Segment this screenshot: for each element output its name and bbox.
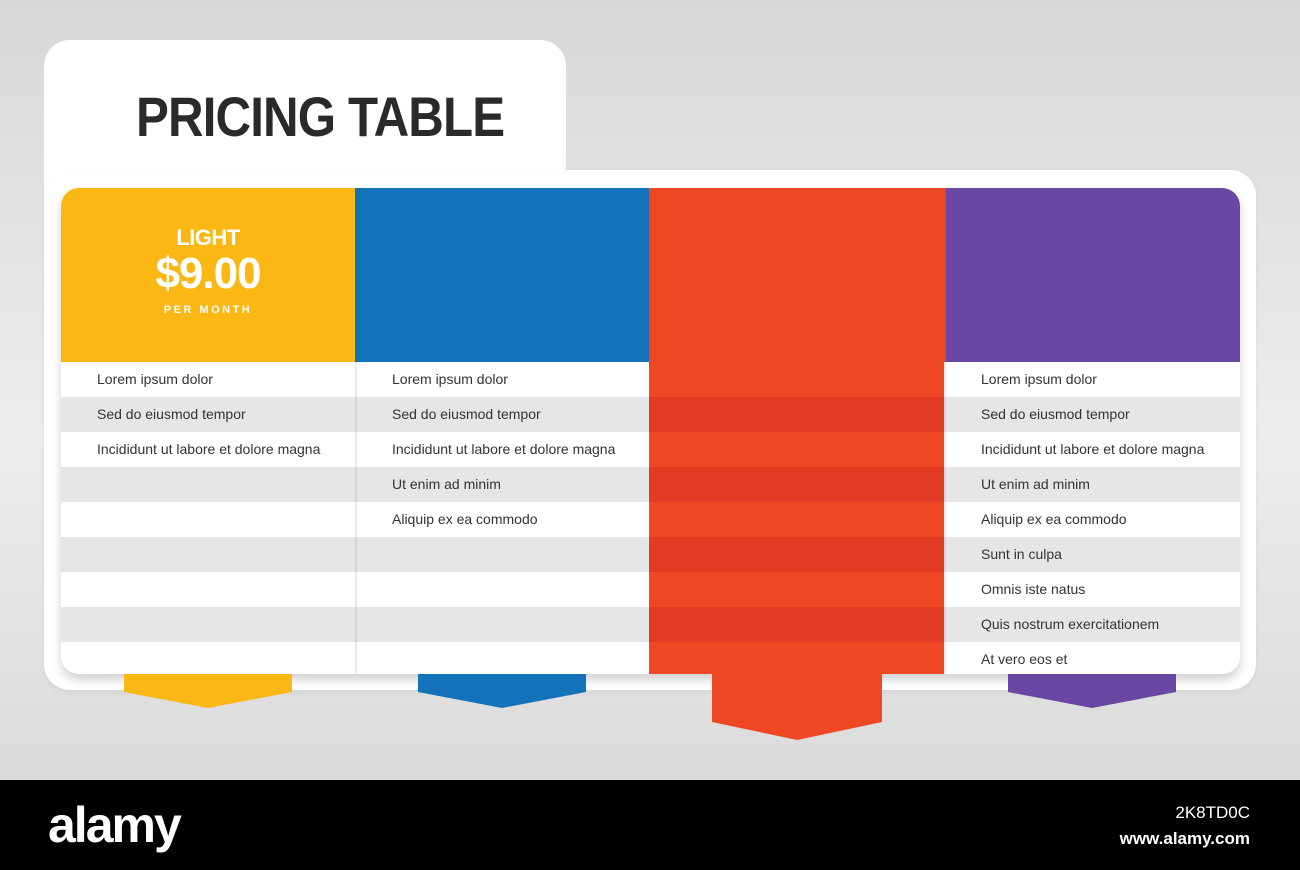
plan-name: LIGHT	[176, 225, 240, 250]
premium-row	[649, 607, 944, 642]
feature-item: Ut enim ad minim	[392, 476, 501, 492]
page-title: PRICING TABLE	[136, 85, 505, 148]
plan-header-standard	[355, 188, 649, 362]
feature-item: Sunt in culpa	[981, 546, 1062, 562]
feature-item: Aliquip ex ea commodo	[392, 511, 538, 527]
site-url: www.alamy.com	[1119, 829, 1250, 848]
feature-item: Incididunt ut labore et dolore magna	[981, 441, 1205, 457]
premium-row	[649, 572, 944, 607]
premium-row	[649, 362, 944, 397]
premium-row	[649, 432, 944, 467]
premium-row	[649, 467, 944, 502]
premium-row	[649, 642, 944, 674]
feature-item: Aliquip ex ea commodo	[981, 511, 1127, 527]
feature-item: Ut enim ad minim	[981, 476, 1090, 492]
plan-period: PER MONTH	[163, 304, 253, 316]
feature-item: Sed do eiusmod tempor	[97, 406, 246, 422]
premium-row	[649, 397, 944, 432]
feature-item: Omnis iste natus	[981, 581, 1086, 597]
premium-column-body	[649, 362, 944, 674]
feature-item: Incididunt ut labore et dolore magna	[392, 441, 616, 457]
feature-item: Lorem ipsum dolor	[97, 371, 213, 387]
feature-item: Sed do eiusmod tempor	[981, 406, 1130, 422]
feature-item: Sed do eiusmod tempor	[392, 406, 541, 422]
feature-item: Lorem ipsum dolor	[392, 371, 508, 387]
image-id: 2K8TD0C	[1175, 803, 1250, 822]
premium-row	[649, 502, 944, 537]
feature-item: Quis nostrum exercitationem	[981, 616, 1160, 632]
plan-header-premium	[649, 188, 946, 362]
feature-item: Incididunt ut labore et dolore magna	[97, 441, 321, 457]
select-premium-ribbon[interactable]	[712, 674, 882, 740]
plan-header-light	[61, 188, 355, 362]
premium-row	[649, 537, 944, 572]
pricing-table	[61, 188, 1240, 674]
plan-header-enterprise	[946, 188, 1240, 362]
watermark-logo: alamy	[48, 797, 180, 853]
feature-item: At vero eos et	[981, 651, 1068, 667]
column-divider	[355, 362, 357, 674]
feature-item: Lorem ipsum dolor	[981, 371, 1097, 387]
watermark-bar	[0, 780, 1300, 870]
select-enterprise-ribbon[interactable]	[1008, 674, 1176, 708]
select-standard-ribbon[interactable]	[418, 674, 586, 708]
column-divider	[944, 362, 946, 674]
plan-price: $9.00	[155, 249, 261, 298]
select-light-ribbon[interactable]	[124, 674, 292, 708]
watermark-info	[1120, 800, 1250, 852]
